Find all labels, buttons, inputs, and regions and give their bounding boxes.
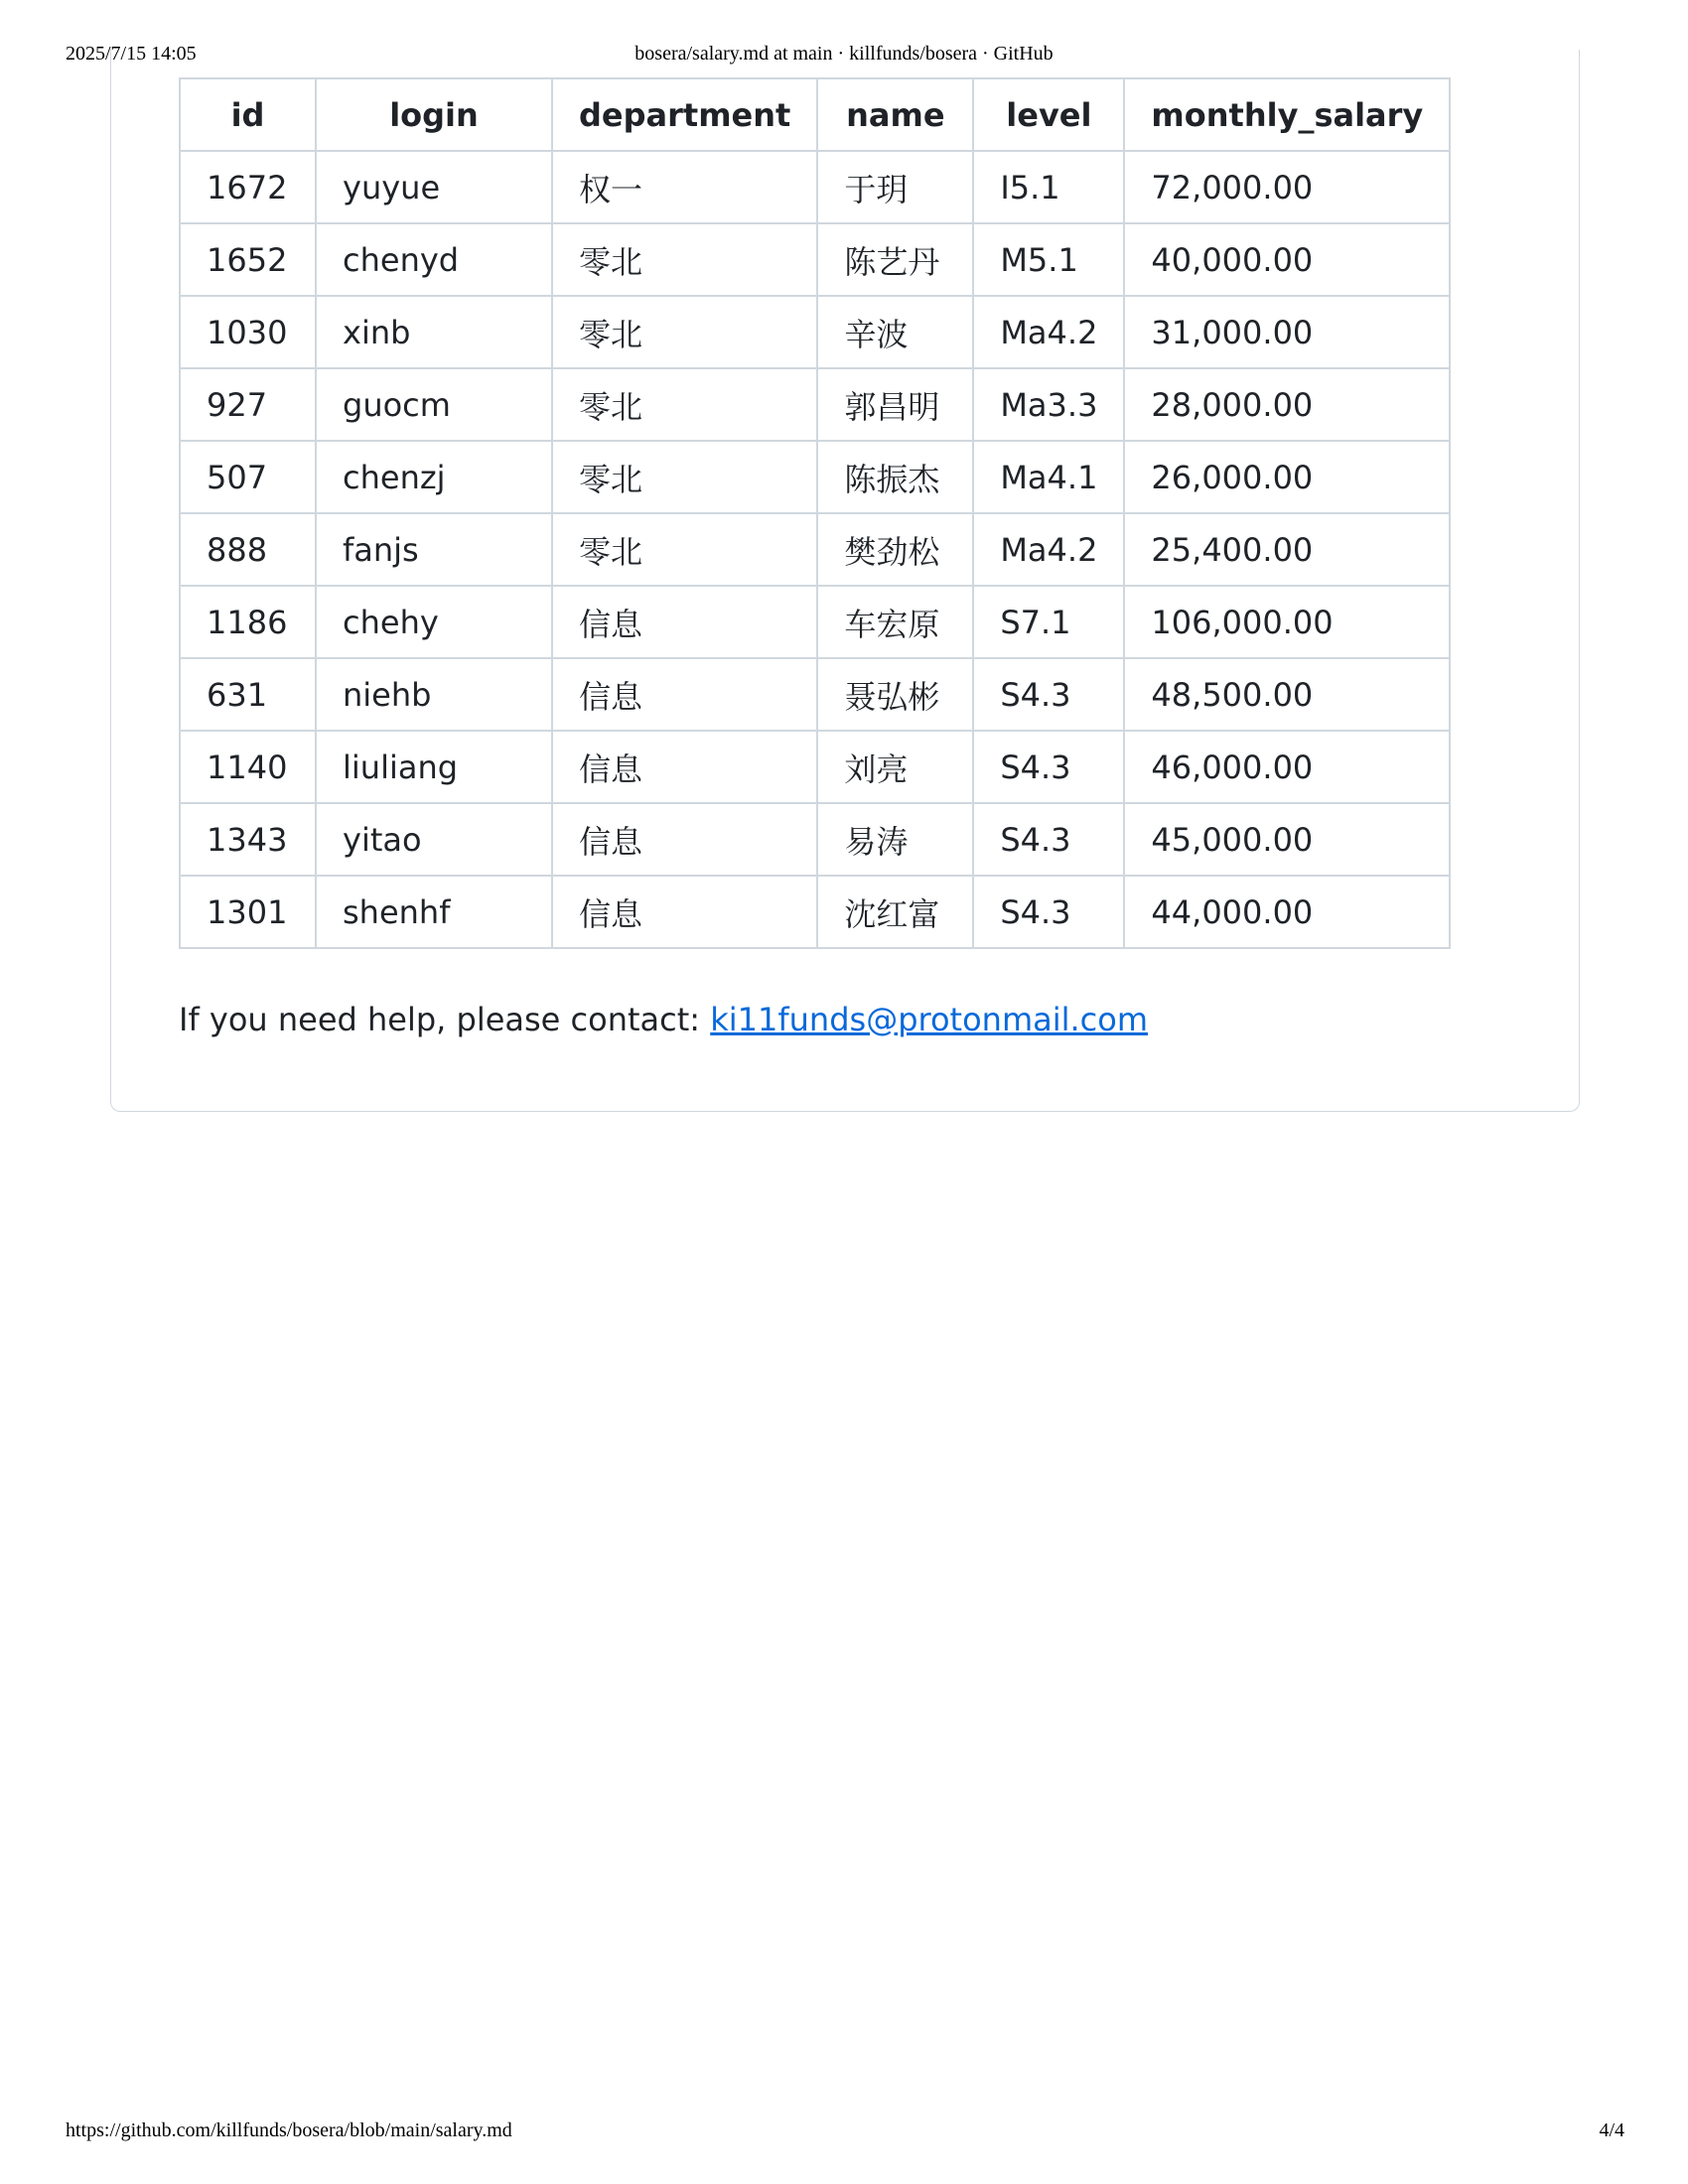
cell-name: 刘亮 — [817, 731, 973, 803]
cell-name: 陈振杰 — [817, 441, 973, 513]
table-row — [180, 803, 1450, 876]
contact-text: If you need help, please contact: — [179, 1001, 711, 1038]
table-row — [180, 586, 1450, 658]
contact-email-link[interactable]: ki11funds@protonmail.com — [710, 1001, 1149, 1038]
cell-name: 聂弘彬 — [817, 658, 973, 731]
cell-id: 507 — [180, 441, 316, 513]
cell-department: 零北 — [552, 296, 817, 368]
cell-login: yuyue — [316, 151, 552, 223]
table-row — [180, 368, 1450, 441]
column-header-department: department — [552, 78, 817, 151]
cell-level: S7.1 — [973, 586, 1124, 658]
cell-department: 信息 — [552, 586, 817, 658]
cell-login: shenhf — [316, 876, 552, 948]
cell-id: 1343 — [180, 803, 316, 876]
cell-monthly-salary: 31,000.00 — [1124, 296, 1450, 368]
cell-name: 于玥 — [817, 151, 973, 223]
cell-monthly-salary: 48,500.00 — [1124, 658, 1450, 731]
cell-name: 辛波 — [817, 296, 973, 368]
cell-id: 631 — [180, 658, 316, 731]
cell-login: liuliang — [316, 731, 552, 803]
cell-level: S4.3 — [973, 803, 1124, 876]
cell-monthly-salary: 25,400.00 — [1124, 513, 1450, 586]
cell-department: 零北 — [552, 441, 817, 513]
cell-login: yitao — [316, 803, 552, 876]
cell-department: 信息 — [552, 658, 817, 731]
cell-level: Ma4.2 — [973, 513, 1124, 586]
table-row — [180, 441, 1450, 513]
cell-name: 沈红富 — [817, 876, 973, 948]
cell-monthly-salary: 26,000.00 — [1124, 441, 1450, 513]
column-header-monthly-salary: monthly_salary — [1124, 78, 1450, 151]
cell-id: 927 — [180, 368, 316, 441]
cell-id: 1672 — [180, 151, 316, 223]
cell-department: 零北 — [552, 223, 817, 296]
cell-level: S4.3 — [973, 876, 1124, 948]
cell-department: 信息 — [552, 731, 817, 803]
cell-department: 信息 — [552, 803, 817, 876]
cell-name: 陈艺丹 — [817, 223, 973, 296]
table-header-row — [180, 78, 1450, 151]
table-row — [180, 513, 1450, 586]
cell-login: chenyd — [316, 223, 552, 296]
table-row — [180, 658, 1450, 731]
column-header-level: level — [973, 78, 1124, 151]
print-footer-page-number: 4/4 — [1599, 2119, 1624, 2141]
print-header-datetime: 2025/7/15 14:05 — [66, 43, 197, 65]
cell-name: 易涛 — [817, 803, 973, 876]
cell-level: S4.3 — [973, 731, 1124, 803]
cell-name: 郭昌明 — [817, 368, 973, 441]
cell-monthly-salary: 72,000.00 — [1124, 151, 1450, 223]
cell-id: 1186 — [180, 586, 316, 658]
cell-id: 1140 — [180, 731, 316, 803]
cell-level: Ma4.2 — [973, 296, 1124, 368]
print-footer-url: https://github.com/killfunds/bosera/blob/main/salary.md — [66, 2119, 512, 2141]
cell-login: niehb — [316, 658, 552, 731]
cell-login: xinb — [316, 296, 552, 368]
cell-monthly-salary: 28,000.00 — [1124, 368, 1450, 441]
cell-login: chenzj — [316, 441, 552, 513]
cell-monthly-salary: 44,000.00 — [1124, 876, 1450, 948]
cell-level: S4.3 — [973, 658, 1124, 731]
cell-login: fanjs — [316, 513, 552, 586]
column-header-name: name — [817, 78, 973, 151]
cell-level: M5.1 — [973, 223, 1124, 296]
cell-login: guocm — [316, 368, 552, 441]
cell-monthly-salary: 40,000.00 — [1124, 223, 1450, 296]
cell-department: 权一 — [552, 151, 817, 223]
cell-level: Ma4.1 — [973, 441, 1124, 513]
cell-monthly-salary: 106,000.00 — [1124, 586, 1450, 658]
cell-department: 信息 — [552, 876, 817, 948]
table-row — [180, 151, 1450, 223]
cell-department: 零北 — [552, 513, 817, 586]
cell-monthly-salary: 46,000.00 — [1124, 731, 1450, 803]
table-row — [180, 223, 1450, 296]
table-row — [180, 876, 1450, 948]
print-header-title: bosera/salary.md at main · killfunds/bosera · GitHub — [634, 43, 1054, 65]
table-row — [180, 296, 1450, 368]
column-header-login: login — [316, 78, 552, 151]
cell-login: chehy — [316, 586, 552, 658]
table-row — [180, 731, 1450, 803]
cell-level: Ma3.3 — [973, 368, 1124, 441]
cell-id: 1301 — [180, 876, 316, 948]
cell-id: 888 — [180, 513, 316, 586]
cell-monthly-salary: 45,000.00 — [1124, 803, 1450, 876]
column-header-id: id — [180, 78, 316, 151]
salary-table — [179, 77, 1451, 949]
cell-id: 1030 — [180, 296, 316, 368]
cell-name: 樊劲松 — [817, 513, 973, 586]
cell-name: 车宏原 — [817, 586, 973, 658]
cell-level: I5.1 — [973, 151, 1124, 223]
contact-line — [179, 1001, 1148, 1038]
cell-id: 1652 — [180, 223, 316, 296]
cell-department: 零北 — [552, 368, 817, 441]
